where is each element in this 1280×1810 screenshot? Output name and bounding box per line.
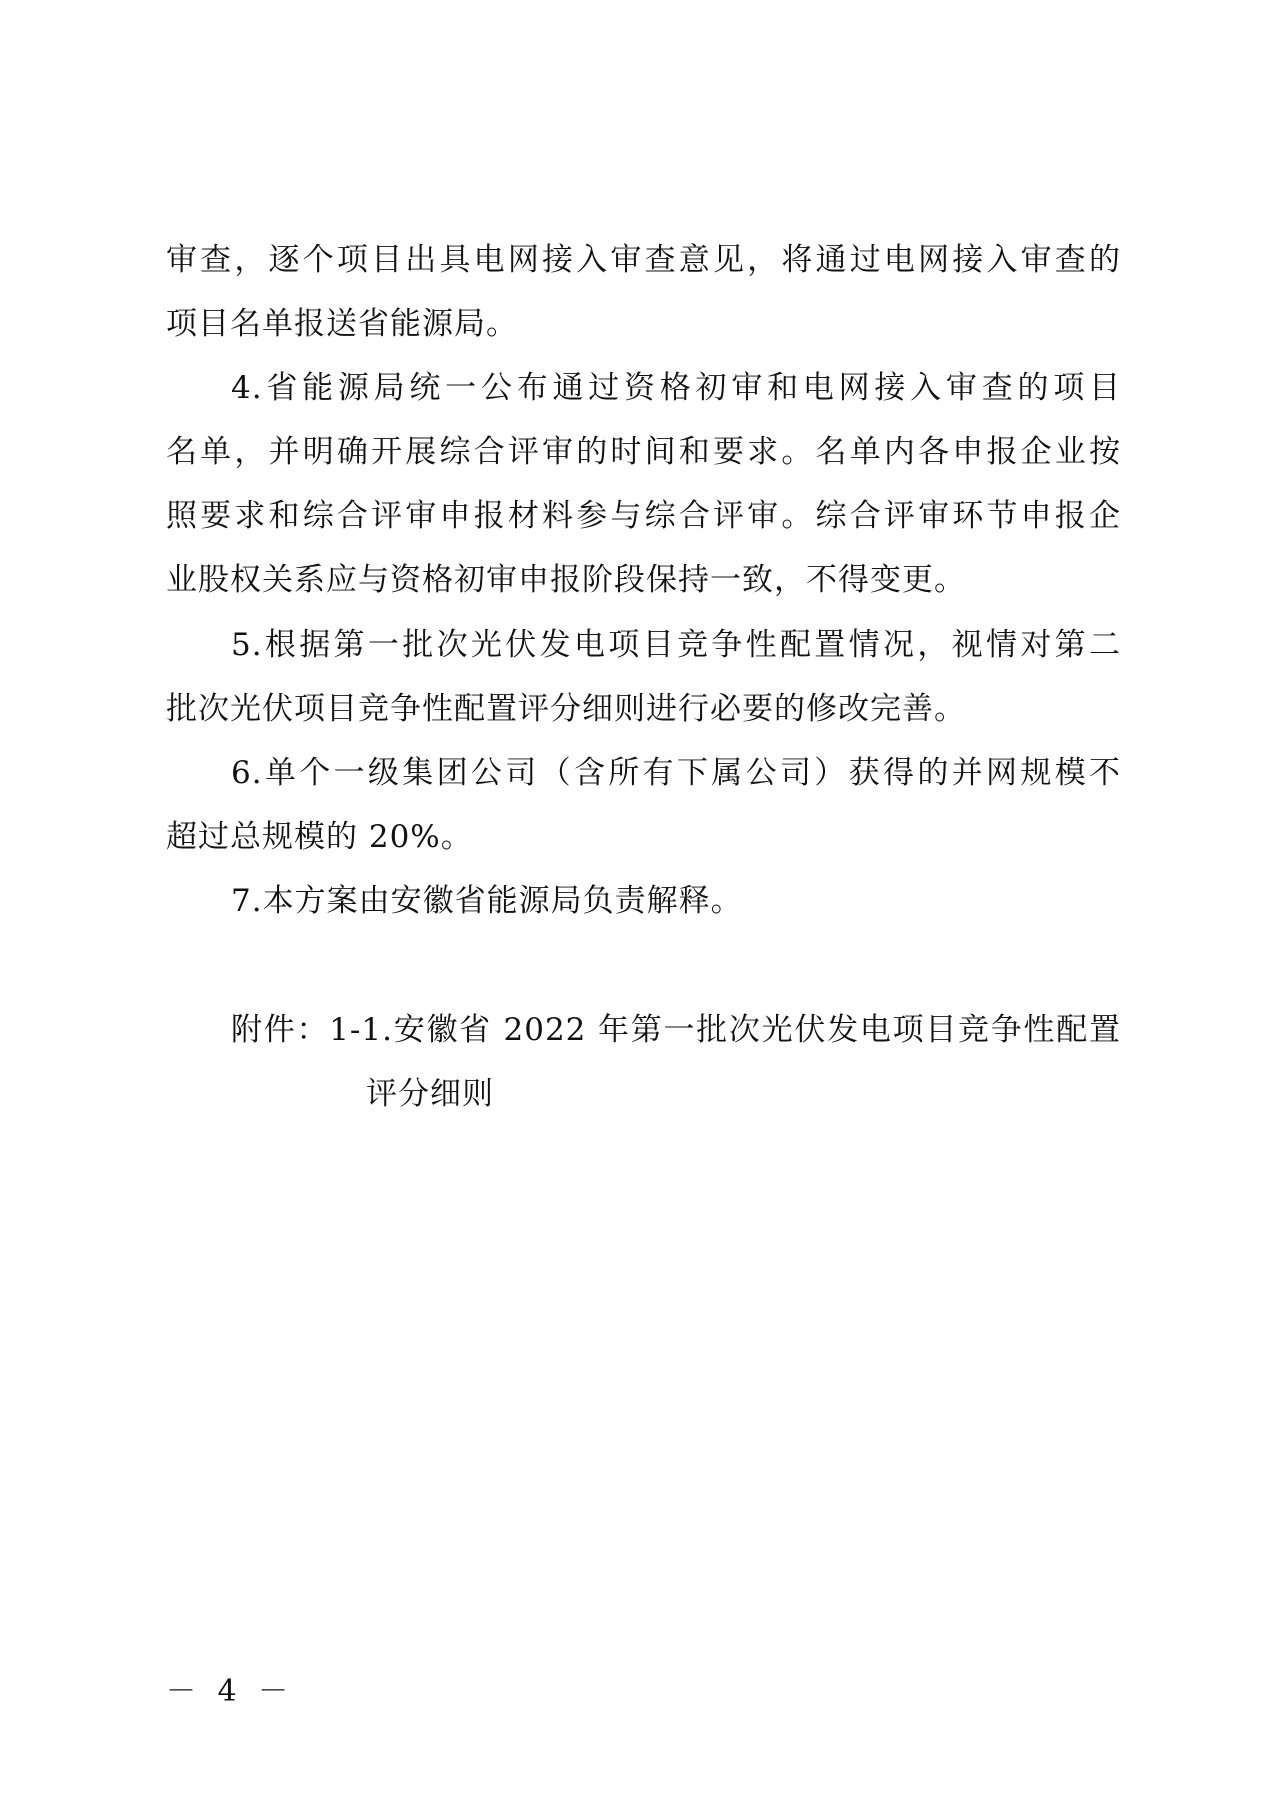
body-text-line: 超过总规模的 20%。 — [166, 819, 473, 855]
body-text-line: 项目名单报送省能源局。 — [166, 306, 518, 342]
attachment-line: 附件：1-1.安徽省 2022 年第一批次光伏发电项目竞争性配置 — [231, 1012, 1121, 1048]
list-item-6: 6.单个一级集团公司（含所有下属公司）获得的并网规模不 — [231, 755, 1121, 791]
list-item-4: 4.省能源局统一公布通过资格初审和电网接入审查的项目 — [231, 370, 1121, 406]
attachment-continuation: 评分细则 — [366, 1076, 494, 1112]
body-text-line: 照要求和综合评审申报材料参与综合评审。综合评审环节申报企 — [166, 498, 1121, 534]
body-text-line: 批次光伏项目竞争性配置评分细则进行必要的修改完善。 — [166, 691, 966, 727]
body-text-line: 名单，并明确开展综合评审的时间和要求。名单内各申报企业按 — [166, 434, 1121, 470]
body-text-line: 审查，逐个项目出具电网接入审查意见，将通过电网接入审查的 — [166, 242, 1121, 278]
list-item-5: 5.根据第一批次光伏发电项目竞争性配置情况，视情对第二 — [231, 627, 1121, 663]
page-number: － 4 － — [166, 1674, 295, 1709]
body-text-line: 业股权关系应与资格初审申报阶段保持一致，不得变更。 — [166, 562, 966, 598]
list-item-7: 7.本方案由安徽省能源局负责解释。 — [231, 883, 743, 919]
